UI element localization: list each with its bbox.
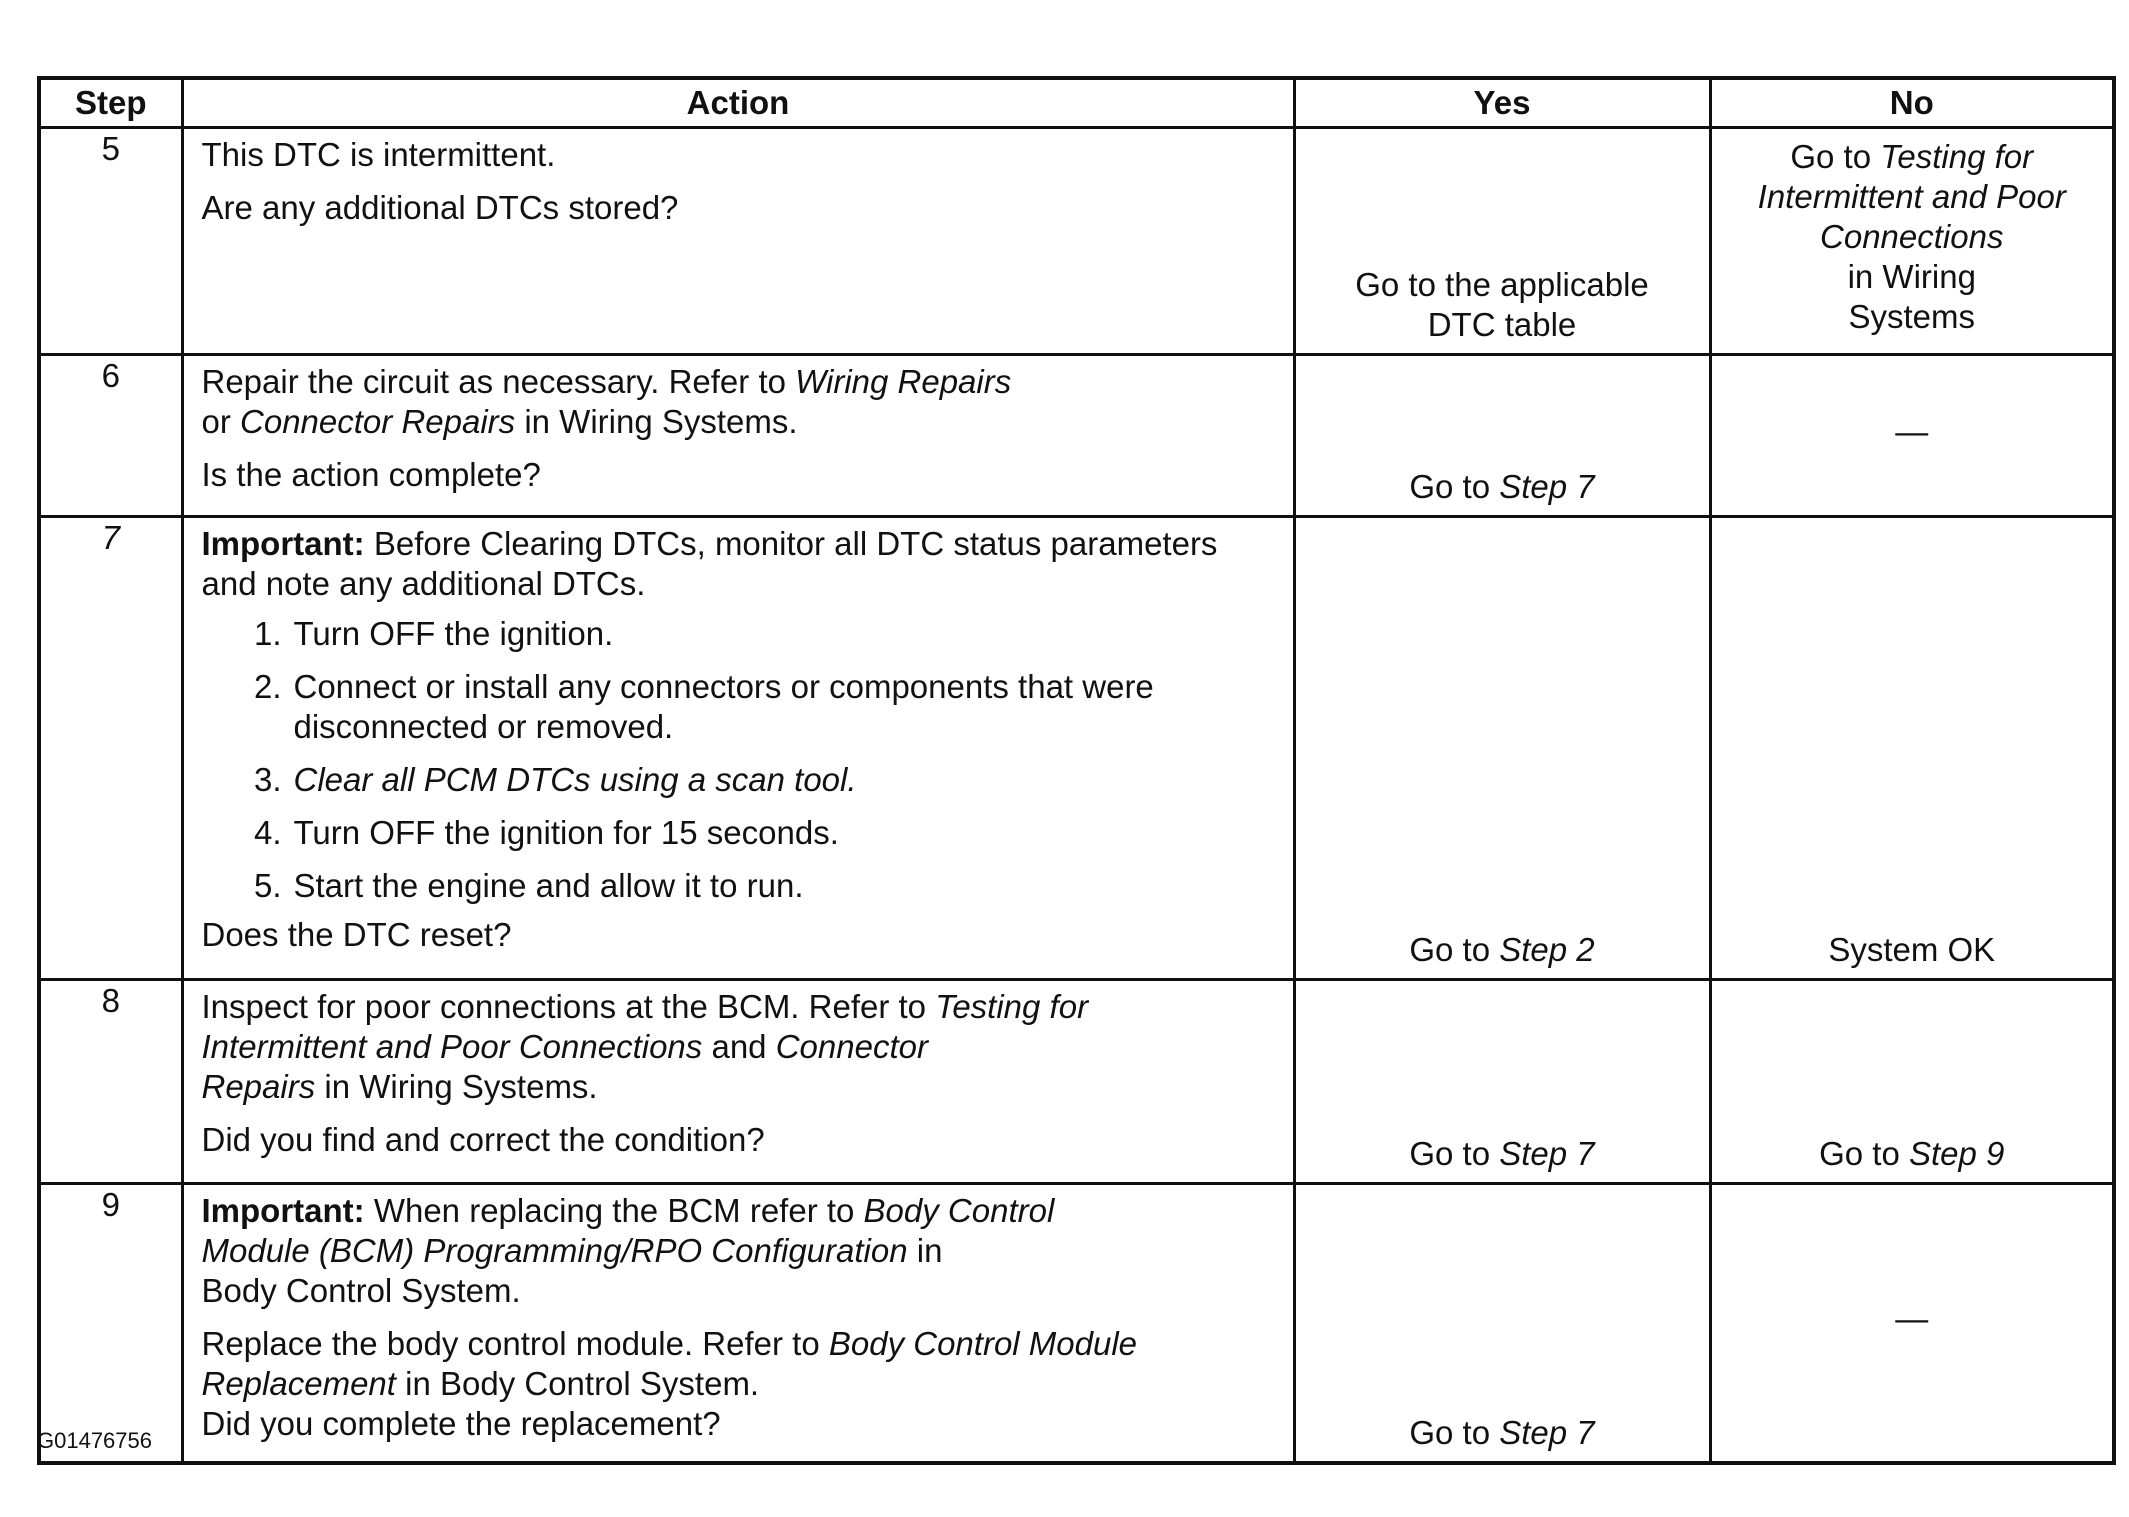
no-result-dash: — (1895, 412, 1929, 450)
table-row-step-5 (39, 128, 2114, 355)
no-cell (1710, 980, 2114, 1184)
action-cell (182, 980, 1294, 1184)
yes-text-line: Go to the applicable (1355, 266, 1649, 303)
action-text: Replacement in Body Control System. (201, 1365, 760, 1402)
figure-id: G01476756 (37, 1428, 152, 1453)
step-number: 7 (39, 517, 182, 980)
no-reference: Intermittent and Poor (1757, 178, 2066, 215)
step-number: 6 (39, 355, 182, 517)
yes-result: Go to Step 7 (1409, 1414, 1595, 1451)
no-result (1722, 129, 2103, 337)
action-question: Did you find and correct the condition? (201, 1121, 765, 1158)
yes-result: Go to Step 7 (1409, 1135, 1595, 1172)
header-action: Action (182, 78, 1294, 128)
yes-cell (1294, 980, 1710, 1184)
header-yes: Yes (1294, 78, 1710, 128)
action-text: Intermittent and Poor Connections and Connector (201, 1028, 928, 1065)
action-question: Are any additional DTCs stored? (201, 189, 679, 226)
no-result-dash: — (1895, 1300, 1929, 1337)
yes-cell (1294, 517, 1710, 980)
header-step: Step (39, 78, 182, 128)
table-row-step-8 (39, 980, 2114, 1184)
header-row (39, 78, 2114, 128)
action-text: Replace the body control module. Refer to Body Control Module (201, 1325, 1138, 1362)
action-cell (182, 355, 1294, 517)
step-number: 8 (39, 980, 182, 1184)
action-question: Does the DTC reset? (201, 916, 512, 953)
table-row-step-7 (39, 517, 2114, 980)
no-text-line: Systems (1848, 298, 1976, 335)
no-cell (1710, 1184, 2114, 1464)
procedure-list (202, 614, 1279, 906)
diagnostic-table-container (37, 76, 2112, 1465)
step-number: 9 (39, 1184, 182, 1464)
action-text: Repairs in Wiring Systems. (201, 1068, 598, 1105)
yes-cell (1294, 355, 1710, 517)
list-item: 3. Clear all PCM DTCs using a scan tool. (253, 761, 857, 798)
list-item: 2. Connect or install any connectors or components that were disconnected or removed. (253, 668, 1154, 745)
no-result: Go to Step 9 (1819, 1135, 2005, 1172)
action-text: or Connector Repairs in Wiring Systems. (201, 403, 798, 440)
important-note: Important: Before Clearing DTCs, monitor all DTC status parameters and note any additional DTCs. (201, 525, 1218, 602)
important-note: Module (BCM) Programming/RPO Configuration in (201, 1232, 943, 1269)
table-row-step-6 (39, 355, 2114, 517)
action-cell (182, 128, 1294, 355)
yes-result (1306, 265, 1699, 345)
step-number: 5 (39, 128, 182, 355)
no-text-line: in Wiring (1847, 258, 1976, 295)
yes-result: Go to Step 7 (1409, 468, 1595, 505)
list-item: 1. Turn OFF the ignition. (253, 615, 614, 652)
important-note: Body Control System. (201, 1272, 521, 1309)
yes-cell (1294, 128, 1710, 355)
action-cell (182, 517, 1294, 980)
action-text: This DTC is intermittent. (201, 136, 556, 173)
yes-cell (1294, 1184, 1710, 1464)
no-prefix: Go to (1790, 138, 1881, 175)
action-question: Did you complete the replacement? (201, 1405, 721, 1442)
list-item: 5. Start the engine and allow it to run. (253, 867, 804, 904)
no-cell (1710, 517, 2114, 980)
action-text: Inspect for poor connections at the BCM. Refer to Testing for (201, 988, 1089, 1025)
action-text: Repair the circuit as necessary. Refer to Wiring Repairs (201, 363, 1012, 400)
important-note: Important: When replacing the BCM refer to Body Control (201, 1192, 1055, 1229)
table-row-step-9 (39, 1184, 2114, 1464)
yes-text-line: DTC table (1427, 306, 1577, 343)
no-cell (1710, 128, 2114, 355)
no-reference: Testing for (1880, 138, 2034, 175)
action-question: Is the action complete? (201, 456, 541, 493)
no-cell (1710, 355, 2114, 517)
no-result: System OK (1828, 931, 1996, 968)
list-item: 4. Turn OFF the ignition for 15 seconds. (253, 814, 839, 851)
action-cell (182, 1184, 1294, 1464)
no-reference: Connections (1820, 218, 2004, 255)
diagnostic-table (37, 76, 2116, 1465)
header-no: No (1710, 78, 2114, 128)
yes-result: Go to Step 2 (1409, 931, 1595, 968)
